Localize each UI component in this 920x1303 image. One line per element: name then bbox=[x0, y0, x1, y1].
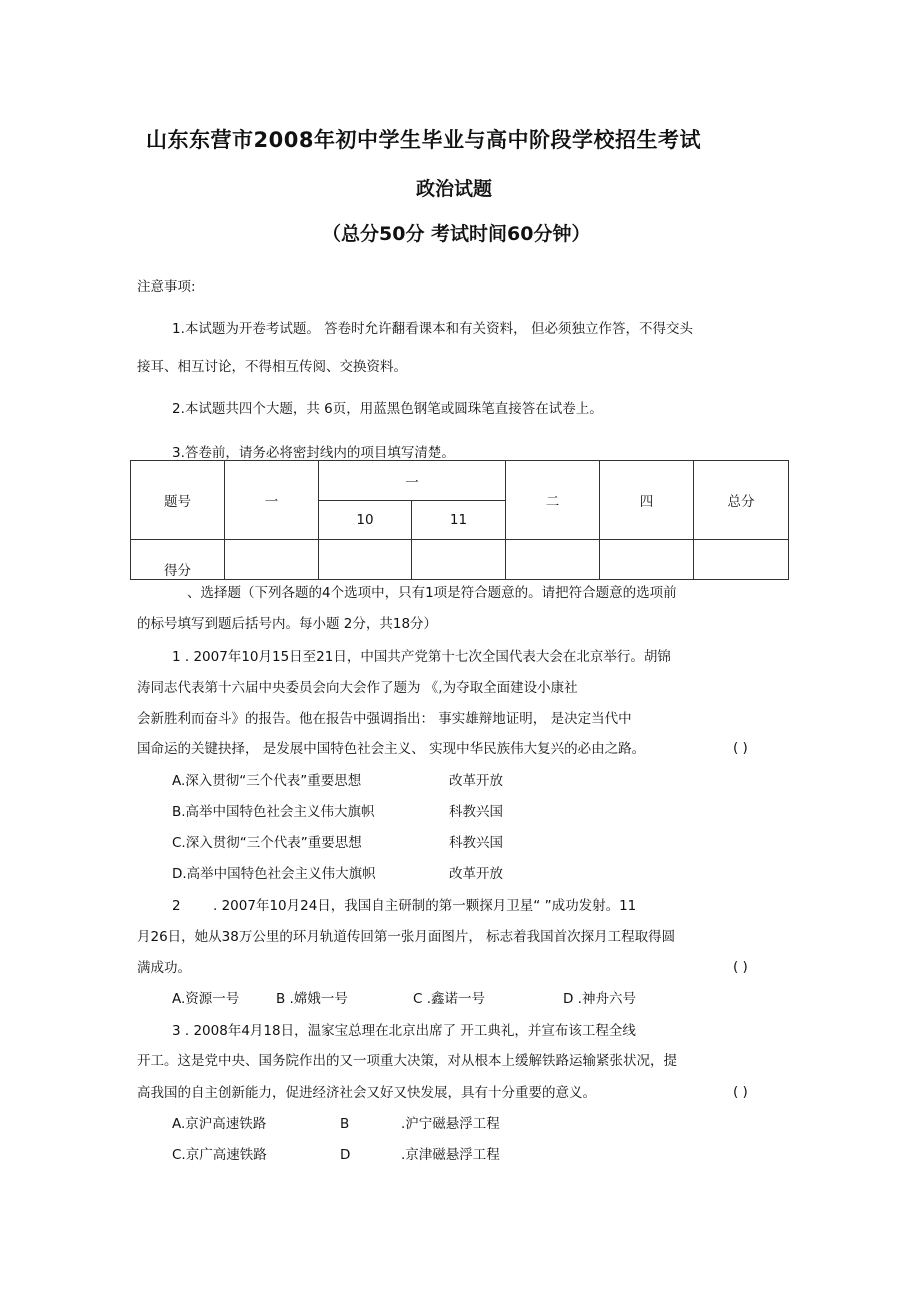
notice-item-3: 3.答卷前，请务必将密封线内的项目填写清楚。 bbox=[172, 445, 455, 461]
q3-option-c: C.京广高速铁路 bbox=[172, 1147, 267, 1163]
q1-line-4: 国命运的关键抉择， 是发展中国特色社会主义、 实现中华民族伟大复兴的必由之路。 bbox=[137, 741, 646, 757]
q2-answer-paren[interactable]: ( ) bbox=[733, 959, 748, 975]
q2-line-3: 满成功。 bbox=[137, 960, 191, 976]
row-label-cell: 题号 bbox=[131, 461, 225, 540]
q1-option-c-2: 科教兴国 bbox=[449, 835, 503, 851]
total-header: 总分 bbox=[694, 461, 789, 540]
section-1-intro-line-1: 、选择题（下列各题的4个选项中，只有1项是符合题意的。请把符合题意的选项前 bbox=[187, 585, 677, 601]
q3-option-d-letter: D bbox=[340, 1147, 351, 1163]
q2-option-c: C .鑫诺一号 bbox=[413, 991, 486, 1007]
q3-answer-paren[interactable]: ( ) bbox=[733, 1084, 748, 1100]
exam-info: （总分50分 考试时间60分钟） bbox=[322, 223, 591, 245]
q3-line-3: 高我国的自主创新能力，促进经济社会又好又快发展，具有十分重要的意义。 bbox=[137, 1085, 596, 1101]
col-2-sub-1: 10 bbox=[319, 501, 412, 539]
q3-option-d-text: .京津磁悬浮工程 bbox=[401, 1147, 500, 1163]
exam-title: 山东东营市2008年初中学生毕业与高中阶段学校招生考试 bbox=[146, 128, 701, 152]
q3-option-b-letter: B bbox=[340, 1116, 350, 1132]
notice-item-1-line-2: 接耳、相互讨论，不得相互传阅、交换资料。 bbox=[137, 359, 407, 375]
q2-line-1: . 2007年10月24日，我国自主研制的第一颗探月卫星“ ”成功发射。11 bbox=[213, 898, 637, 914]
notice-item-1-line-1: 1.本试题为开卷考试题。 答卷时允许翻看课本和有关资料， 但必须独立作答，不得交头 bbox=[172, 321, 693, 337]
q1-option-c: C.深入贯彻“三个代表”重要思想 bbox=[172, 835, 362, 851]
q3-option-a: A.京沪高速铁路 bbox=[172, 1116, 267, 1132]
q2-option-a: A.资源一号 bbox=[172, 991, 240, 1007]
score-cell[interactable] bbox=[600, 539, 694, 579]
q2-line-2: 月26日，她从38万公里的环月轨道传回第一张月面图片， 标志着我国首次探月工程取得圆 bbox=[137, 929, 676, 945]
score-cell[interactable] bbox=[225, 539, 319, 579]
score-label-cell: 得分 bbox=[131, 539, 225, 579]
q1-answer-paren[interactable]: ( ) bbox=[733, 740, 748, 756]
section-1-intro-line-2: 的标号填写到题后括号内。每小题 2分，共18分） bbox=[137, 616, 438, 632]
q1-option-d-2: 改革开放 bbox=[449, 866, 503, 882]
q3-line-1: 3 . 2008年4月18日，温家宝总理在北京出席了 开工典礼，并宣布该工程全线 bbox=[172, 1023, 636, 1039]
q1-line-1: 1 . 2007年10月15日至21日，中国共产党第十七次全国代表大会在北京举行。胡锦 bbox=[172, 649, 671, 665]
q1-option-b-2: 科教兴国 bbox=[449, 804, 503, 820]
q2-option-b: B .嫦娥一号 bbox=[276, 991, 348, 1007]
score-cell[interactable] bbox=[506, 539, 600, 579]
q1-line-2: 涛同志代表第十六届中央委员会向大会作了题为 《,为夺取全面建设小康社 bbox=[137, 680, 578, 696]
q2-option-d: D .神舟六号 bbox=[563, 991, 636, 1007]
q1-option-b: B.高举中国特色社会主义伟大旗帜 bbox=[172, 804, 375, 820]
score-cell[interactable] bbox=[319, 539, 412, 579]
q2-number: 2 bbox=[172, 898, 181, 914]
q1-line-3: 会新胜利而奋斗》的报告。他在报告中强调指出： 事实雄辩地证明， 是决定当代中 bbox=[137, 711, 632, 727]
q1-option-d: D.高举中国特色社会主义伟大旗帜 bbox=[172, 866, 376, 882]
col-2-sub-2: 11 bbox=[412, 501, 506, 539]
q1-option-a-2: 改革开放 bbox=[449, 773, 503, 789]
subject-title: 政治试题 bbox=[416, 178, 493, 200]
q3-line-2: 开工。这是党中央、国务院作出的又一项重大决策，对从根本上缓解铁路运输紧张状况，提 bbox=[137, 1053, 677, 1069]
col-4-header: 四 bbox=[600, 461, 694, 540]
col-2-header: 一 bbox=[319, 461, 506, 501]
col-1-header: 一 bbox=[225, 461, 319, 540]
notice-heading: 注意事项: bbox=[137, 279, 196, 295]
q3-option-b-text: .沪宁磁悬浮工程 bbox=[401, 1116, 500, 1132]
notice-item-2: 2.本试题共四个大题，共 6页，用蓝黑色钢笔或圆珠笔直接答在试卷上。 bbox=[172, 401, 603, 417]
score-table bbox=[130, 460, 789, 580]
score-cell[interactable] bbox=[412, 539, 506, 579]
q1-option-a: A.深入贯彻“三个代表”重要思想 bbox=[172, 773, 362, 789]
score-cell[interactable] bbox=[694, 539, 789, 579]
col-3-header: 二 bbox=[506, 461, 600, 540]
